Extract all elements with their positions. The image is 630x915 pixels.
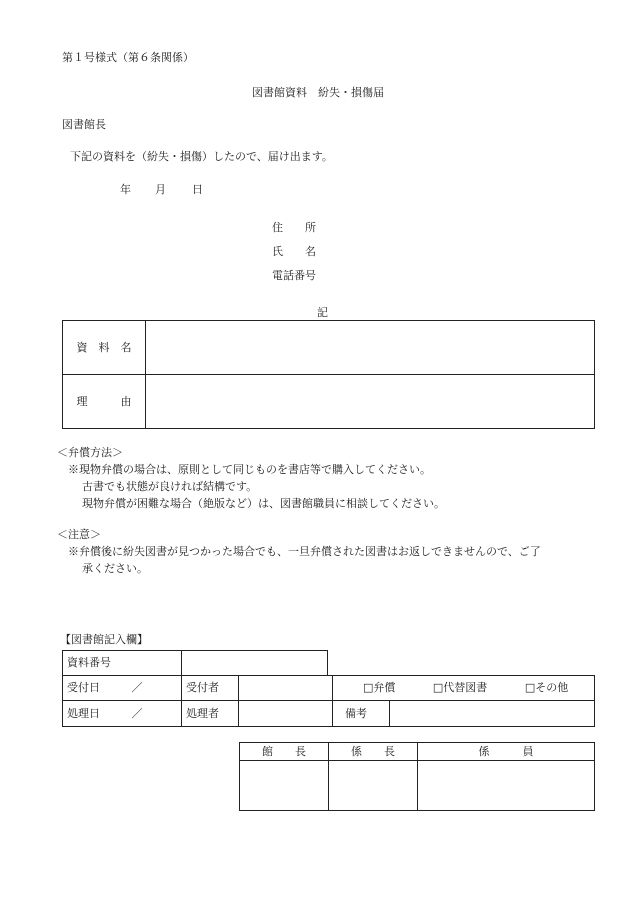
staff-stamp-cell[interactable]: [418, 761, 595, 811]
processed-date-label: 処理日: [67, 706, 100, 720]
approval-table: [239, 742, 595, 811]
director-header: 館 長: [240, 743, 329, 761]
document-title: 図書館資料 紛失・損傷届: [252, 86, 384, 99]
received-date-cell[interactable]: [63, 676, 182, 701]
caution-line-1: ※弁償後に紛失図書が見つかった場合でも、一旦弁償された図書はお返しできませんので、ご了: [68, 545, 541, 558]
option-substitute-checkbox[interactable]: □代替図書: [432, 681, 488, 694]
date-month: 月: [155, 183, 166, 196]
reason-label: 理 由: [63, 375, 146, 429]
compensation-heading: ＜弁償方法＞: [57, 446, 123, 459]
library-table-top: [62, 650, 328, 676]
intro-text: 下記の資料を（紛失・損傷）したので、届け出ます。: [70, 150, 333, 163]
receiver-label: 受付者: [182, 676, 239, 701]
options-cell: [333, 676, 595, 701]
receiver-cell[interactable]: [239, 676, 333, 701]
addressee: 図書館長: [62, 118, 106, 131]
option-compensation-checkbox[interactable]: □弁償: [363, 681, 396, 694]
form-number-label: 第１号様式（第６条関係）: [62, 51, 194, 64]
director-stamp-cell[interactable]: [240, 761, 329, 811]
staff-header: 係 員: [418, 743, 595, 761]
date-day: 日: [192, 183, 203, 196]
remarks-input-area[interactable]: [390, 701, 594, 726]
material-number-cell[interactable]: [182, 651, 328, 676]
processor-cell[interactable]: [239, 701, 333, 727]
section-chief-header: 係 長: [329, 743, 418, 761]
compensation-line-3: 現物弁償が困難な場合（絶版など）は、図書館職員に相談してください。: [82, 497, 445, 510]
remarks-cell: [333, 701, 595, 727]
library-table-main: [62, 675, 595, 727]
applicant-name-label: 氏 名: [272, 245, 316, 258]
compensation-line-2: 古書でも状態が良ければ結構です。: [82, 480, 258, 493]
option-other-checkbox[interactable]: □その他: [524, 681, 569, 694]
material-name-label: 資 料 名: [63, 321, 146, 375]
remarks-label: 備考: [333, 701, 390, 726]
caution-line-2: 承ください。: [82, 562, 148, 575]
compensation-line-1: ※現物弁償の場合は、原則として同じものを書店等で購入してください。: [68, 463, 431, 476]
date-year: 年: [120, 183, 131, 196]
caution-heading: ＜注意＞: [57, 528, 101, 541]
processed-date-cell[interactable]: [63, 701, 182, 727]
received-date-label: 受付日: [67, 681, 100, 694]
processor-label: 処理者: [182, 701, 239, 727]
applicant-address-label: 住 所: [272, 221, 316, 234]
section-chief-stamp-cell[interactable]: [329, 761, 418, 811]
material-number-label: 資料番号: [63, 651, 182, 676]
processed-date-slash: ／: [131, 706, 143, 720]
library-section-heading: 【図書館記入欄】: [60, 633, 148, 646]
received-date-slash: ／: [131, 681, 143, 694]
applicant-phone-label: 電話番号: [272, 269, 316, 282]
reason-cell[interactable]: [146, 375, 595, 429]
ki-heading: 記: [317, 306, 328, 319]
material-table: [62, 320, 595, 429]
material-name-cell[interactable]: [146, 321, 595, 375]
